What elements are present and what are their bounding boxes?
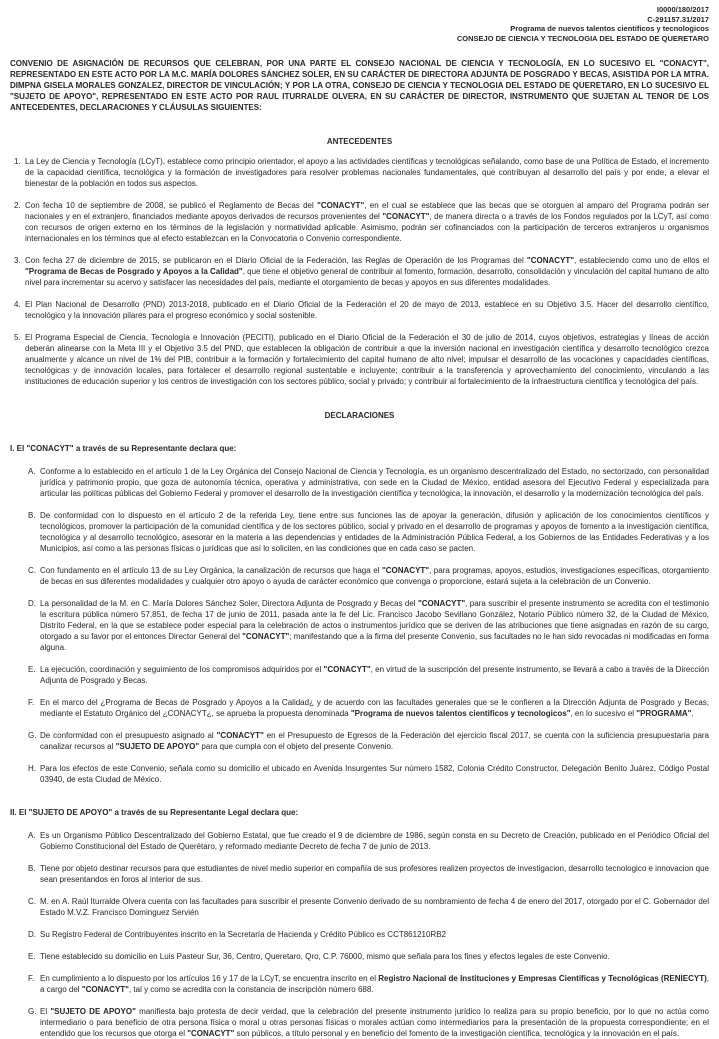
item-letter: D. (28, 599, 36, 608)
item-letter: G. (28, 731, 37, 740)
antecedentes-list (14, 156, 709, 387)
item-text: De conformidad con lo dispuesto en el artículo 2 de la referida Ley, tiene entre sus funciones las de apoyar la generación, difusión y aplicación de los conocimientos científicos y tecnológicos, promover la participación de la comunidad científica y de los sectores público, social y privado en el desarrollo de programas y apoyos de fomento a la investigación científica, tecnológica y al desarrollo tecnológico, asesorar en la materia a las dependencias y entidades de la Administración Pública Federal, a los Gobiernos de las Entidades Federativas y a los Municipios, así como a las personas físicas o jurídicas que así lo soliciten, en las condiciones que en cada caso se pacten. (40, 511, 709, 553)
item-text: En cumplimiento a lo dispuesto por los artículos 16 y 17 de la LCyT, se encuentra inscrito en el Registro Nacional de Instituciones y Empresas Científicas y Tecnológicas (RENIECYT), a cargo del "CONACYT", tal y como se acredita con la constancia de inscripción número 688. (40, 974, 709, 994)
header-contract-number: C-291157.31/2017 (647, 14, 709, 24)
item-number: 3. (14, 256, 21, 265)
item-letter: B. (28, 511, 36, 520)
item-text: La Ley de Ciencia y Tecnología (LCyT), establece como principio orientador, el apoyo a las actividades científicas y tecnológicas señalando, como base de una Política de Estado, el incremento de la capacidad científica, tecnológica y la formación de investigadores para resolver problemas nacionales fundamentales, que contribuyan al desarrollo del país y por ende, a elevar el bienestar de la población en todos sus aspectos. (25, 157, 709, 188)
item-letter: C. (28, 897, 36, 906)
declaracion-item (28, 973, 709, 995)
declaracion-item (28, 763, 709, 785)
declaracion-item (28, 664, 709, 686)
item-text: El Programa Especial de Ciencia, Tecnología e Innovación (PECITI), publicado en el Diario Oficial de la Federación el 30 de julio de 2014, cuyos objetivos, estrategias y líneas de acción deberán alinearse con la Meta III y el Objetivo 3.5 del PND, que establecen la obligación de contribuir a que la inversión nacional en investigación científica y desarrollo tecnológico crezca anualmente y alcance un nivel de 1% del PIB; contribuir a la formación y fortalecimiento del capital humano de alto nivel; impulsar el desarrollo de las vocaciones y capacidades científicas, tecnológicas y de innovación locales, para fortalecer el desarrollo regional sustentable e incluyente; contribuir a la transferencia y aprovechamiento del conocimiento, vinculando a las instituciones de educación superior y los centros de investigación con los sectores público, social y privado; y contribuir al fortalecimiento de la infraestructura científica y tecnológica del país. (25, 333, 709, 386)
declaraciones-part2-list (28, 830, 709, 1039)
item-text: Con fundamento en el artículo 13 de su Ley Orgánica, la canalización de recursos que haga el "CONACYT", para programas, apoyos, estudios, investigaciones específicas, otorgamiento de becas en sus diferentes modalidades y cualquier otro apoyo o ayuda de carácter económico que convenga o proporcione, estará sujeta a la celebración de un Convenio. (40, 566, 709, 586)
declaracion-item (28, 896, 709, 918)
item-text: Para los efectos de este Convenio, señala como su domicilio el ubicado en Avenida Insurgentes Sur número 1582, Colonia Crédito Constructor, Delegación Benito Juárez, Código Postal 03940, de esta Ciudad de México. (40, 764, 709, 784)
declaracion-item (28, 863, 709, 885)
declaraciones-part1-heading: I. El "CONACYT" a través de su Representante declara que: (10, 444, 237, 453)
antecedente-item (14, 299, 709, 321)
document-header (10, 5, 709, 43)
item-text: La ejecución, coordinación y seguimiento de los compromisos adquiridos por el "CONACYT", en virtud de la suscripción del presente instrumento, se llevará a cabo a través de la Dirección Adjunta de Posgrado y Becas. (40, 665, 710, 685)
item-letter: B. (28, 864, 36, 873)
item-letter: D. (28, 930, 36, 939)
item-text: En el marco del ¿Programa de Becas de Posgrado y Apoyos a la Calidad¿ y de acuerdo con las facultades generales que se le confieren a la Dirección Adjunta de Posgrado y Becas, mediante el Estatuto Orgánico del ¿CONACYT¿, se aprueba la propuesta denominada "Programa de nuevos talentos cientificos y tecnologicos", en lo sucesivo el "PROGRAMA". (40, 698, 709, 718)
declaracion-item (28, 951, 709, 962)
antecedente-item (14, 200, 709, 244)
declaraciones-title: DECLARACIONES (324, 411, 395, 420)
declaracion-item (28, 466, 709, 499)
declaracion-item (28, 697, 709, 719)
item-text: La personalidad de la M. en C. María Dolores Sánchez Soler, Directora Adjunta de Posgrado y Becas del "CONACYT", para suscribir el presente instrumento se acredita con el testimonio la escritura pública número 57,851, de fecha 17 de junio de 2011, pasada ante la fe del Lic. Francisco Jacobo Sevillano González, Notario Público número 32, de la Ciudad de México, Distrito Federal, en la que se establece poder especial para la celebración de actos o instrumentos jurídico que se deriven de las atribuciones que tiene asignadas en razón de su cargo, otorgado a su favor por el entonces Director General del "CONACYT"; manifestando que a la firma del presente Convenio, sus facultades no le han sido revocadas ni modificadas en forma alguna. (40, 599, 710, 652)
item-letter: F. (28, 974, 35, 983)
item-text: Con fecha 27 de diciembre de 2015, se publicaron en el Diario Oficial de la Federación, las Reglas de Operación de los Programas del "CONACYT", estableciendo como uno de ellos el "Programa de Becas de Posgrado y Apoyos a la Calidad", que tiene el objetivo general de contribuir al fomento, formación, desarrollo, consolidación y vinculación del capital humano de alto nivel para incrementar su acervo y satisfacer las necesidades del país, mediante el otorgamiento de becas y apoyos en sus diferentes modalidades. (25, 256, 710, 287)
declaracion-item (28, 730, 709, 752)
item-number: 2. (14, 201, 21, 210)
header-reference-number: I0000/180/2017 (656, 5, 709, 14)
item-letter: E. (28, 952, 36, 961)
antecedentes-title: ANTECEDENTES (326, 137, 393, 146)
header-program-name: Programa de nuevos talentos cientificos y tecnologicos (510, 24, 709, 33)
item-text: Conforme a lo establecido en el artículo 1 de la Ley Orgánica del Consejo Nacional de Ciencia y Tecnología, es un organismo descentralizado del Estado, no sectorizado, con personalidad jurídica y patrimonio propio, que goza de autonomía técnica, operativa y administrativa, con sede en la Ciudad de México, entidad asesora del Ejecutivo Federal y especializada para articular las políticas públicas del Gobierno Federal y promover el desarrollo de la investigación científica y tecnológica, la innovación, el desarrollo y la modernización tecnológica del país. (40, 467, 709, 498)
opening-paragraph: CONVENIO DE ASIGNACIÓN DE RECURSOS QUE CELEBRAN, POR UNA PARTE EL CONSEJO NACIONAL DE CIENCIA Y TECNOLOGÍA, EN LO SUCESIVO EL "CONACYT", REPRESENTADO EN ESTE ACTO POR LA M.C. MARÍA DOLORES SÁNCHEZ SOLER, EN SU CARÁCTER DE DIRECTORA ADJUNTA DE POSGRADO Y BECAS, ASISTIDA POR LA MTRA. DIMPNA GISELA MORALES GONZALEZ, DIRECTOR DE VINCULACIÓN; Y POR LA OTRA, CONSEJO DE CIENCIA Y TECNOLOGIA DEL ESTADO DE QUERETARO, EN LO SUCESIVO EL "SUJETO DE APOYO", REPRESENTADO EN ESTE ACTO POR RAUL ITURRALDE OLVERA, EN SU CARÁCTER DE DIRECTOR, INSTRUMENTO QUE SUJETAN AL TENOR DE LOS ANTECEDENTES, DECLARACIONES Y CLÁUSULAS SIGUIENTES: (10, 59, 709, 112)
item-number: 1. (14, 157, 21, 166)
item-letter: A. (28, 467, 36, 476)
declaracion-item (28, 598, 709, 653)
item-number: 4. (14, 300, 21, 309)
item-text: M. en A. Raúl Iturralde Olvera cuenta con las facultades para suscribir el presente Convenio derivado de su nombramiento de fecha 4 de enero del 2017, otorgado por el C. Gobernador del Estado M.V.Z. Francisco Dominguez Servién (40, 897, 709, 917)
header-institution-name: CONSEJO DE CIENCIA Y TECNOLOGIA DEL ESTADO DE QUERETARO (456, 33, 709, 43)
declaracion-item (28, 565, 709, 587)
item-letter: E. (28, 665, 36, 674)
item-text: Con fecha 10 de septiembre de 2008, se publicó el Reglamento de Becas del "CONACYT", en el cual se establece que las becas que se otorguen al amparo del Programa podrán ser nacionales y en el extranjero, financiados mediante apoyos derivados de recursos provenientes del "CONACYT", de manera directa o a través de los Fondos regulados por la LCyT, así como con recursos de origen externo en los términos de la legislación y normatividad aplicable. Asimismo, podrán ser cofinanciados con la participación de terceros extranjeros u organismos internacionales en los términos que al efecto establezcan en la Convocatoria o Convenio correspondiente. (25, 201, 710, 243)
item-number: 5. (14, 333, 21, 342)
item-text: Tiene por objeto destinar recursos para que estudiantes de nivel medio superior en compañía de sus profesores realizen proyectos de investigacion, desarrollo tecnologico e innovacion que sean presentandos en foros al interior de sus. (40, 864, 709, 884)
antecedente-item (14, 255, 709, 288)
declaracion-item (28, 1006, 709, 1039)
item-text: De conformidad con el presupuesto asignado al "CONACYT" en el Presupuesto de Egresos de la Federación del ejercicio fiscal 2017, se cuenta con la suficiencia presupuestaria para canalizar recursos al "SUJETO DE APOYO" para que cumpla con el objeto del presente Convenio. (40, 731, 710, 751)
item-text: El "SUJETO DE APOYO" manifiesta bajo protesta de decir verdad, que la celebración del presente instrumento jurídico lo realiza para su propio beneficio, por lo que no actúa como intermediario o para beneficio de otra persona física o moral u otras personas físicas o morales actúan como intermediarios para la presentación de la propuesta correspondiente; en el entendido que los recursos que otorga el "CONACYT" son públicos, a título personal y en beneficio del fomento de la investigación científica, tecnológica y la innovación en el país. (40, 1007, 709, 1038)
item-text: El Plan Nacional de Desarrollo (PND) 2013-2018, publicado en el Diario Oficial de la Federación el 20 de mayo de 2013, establece en su Objetivo 3.5. Hacer del desarrollo científico, tecnológico y la innovación pilares para el progreso económico y social sostenible. (25, 300, 709, 320)
item-letter: H. (28, 764, 36, 773)
item-letter: C. (28, 566, 36, 575)
item-text: Es un Organismo Público Descentralizado del Gobierno Estatal, que fue creado el 9 de diciembre de 1986, según consta en su Decreto de Creación, publicado en el Periódico Oficial del Gobierno Constitucional del Estado de Querétaro, y reformado mediante Decreto de fecha 7 de junio de 2013. (40, 831, 709, 851)
declaracion-item (28, 510, 709, 554)
item-letter: A. (28, 831, 36, 840)
item-letter: F. (28, 698, 35, 707)
declaracion-item (28, 830, 709, 852)
declaraciones-part1-list (28, 466, 709, 785)
item-letter: G. (28, 1007, 37, 1016)
declaracion-item (28, 929, 709, 940)
antecedente-item (14, 156, 709, 189)
antecedente-item (14, 332, 709, 387)
declaraciones-part2-heading: II. El "SUJETO DE APOYO" a través de su Representante Legal declara que: (10, 808, 299, 817)
item-text: Su Registro Federal de Contribuyentes inscrito en la Secretaría de Hacienda y Crédito Público es CCT861210RB2 (40, 930, 446, 939)
item-text: Tiene establecido su domicilio en Luis Pasteur Sur, 36, Centro, Queretaro, Qro, C.P. 76000, mismo que señala para los fines y efectos legales de este Convenio. (40, 952, 610, 961)
